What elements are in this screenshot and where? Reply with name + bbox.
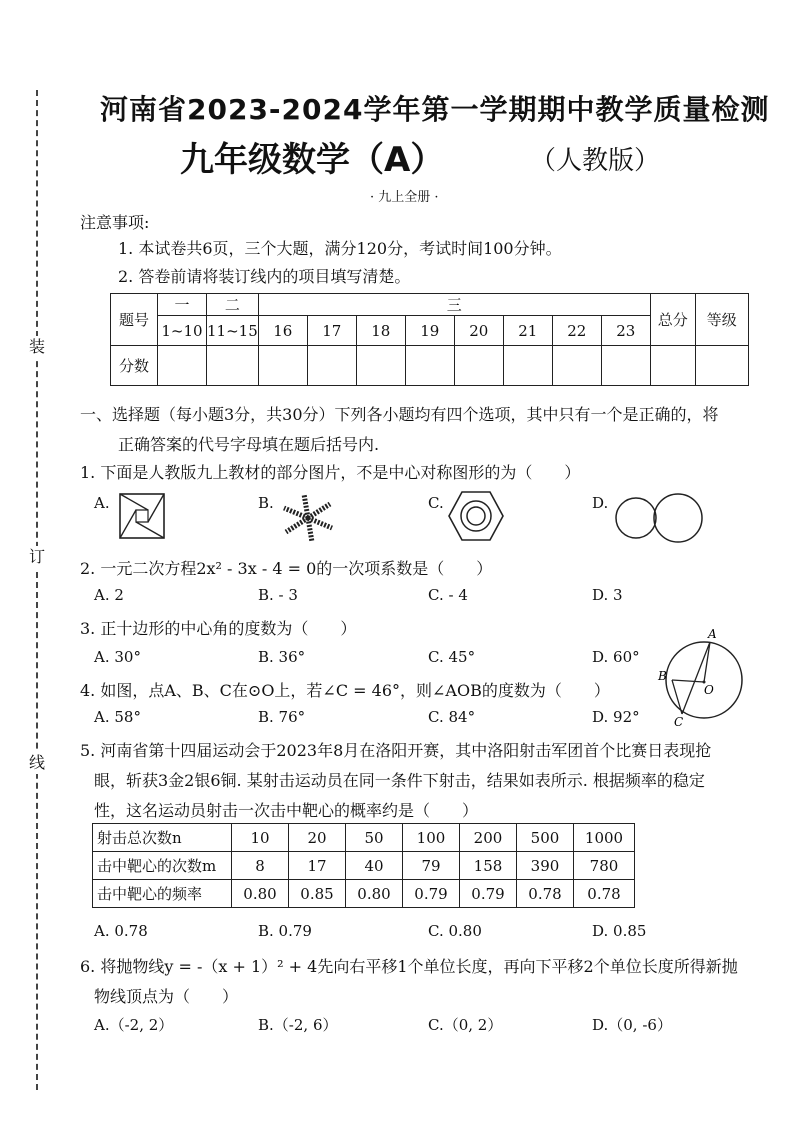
q4-option-a: A. 58° xyxy=(94,708,141,726)
score-row-label-2: 分数 xyxy=(111,346,158,386)
m-cell: 17 xyxy=(289,852,346,880)
freq-cell: 0.78 xyxy=(517,880,574,908)
score-cell[interactable] xyxy=(695,346,748,386)
q5-option-b: B. 0.79 xyxy=(258,922,312,940)
freq-cell: 0.79 xyxy=(460,880,517,908)
exam-title: 河南省2023-2024学年第一学期期中教学质量检测 xyxy=(100,93,770,126)
n-cell: 200 xyxy=(460,824,517,852)
question-22: 22 xyxy=(552,316,601,346)
q5-option-a: A. 0.78 xyxy=(94,922,148,940)
n-cell: 1000 xyxy=(574,824,635,852)
q6-option-d: D.（0, -6） xyxy=(592,1016,672,1034)
q5-line-1: 5. 河南省第十四届运动会于2023年8月在洛阳开赛，其中洛阳射击军团首个比赛日表现抢 xyxy=(80,741,712,760)
note-item-2: 2. 答卷前请将装订线内的项目填写清楚。 xyxy=(118,267,411,286)
score-cell[interactable] xyxy=(650,346,695,386)
q2-option-c: C. - 4 xyxy=(428,586,468,604)
section-1-intro: 一、选择题（每小题3分，共30分）下列各小题均有四个选项，其中只有一个是正确的，将 xyxy=(80,405,719,424)
freq-cell: 0.78 xyxy=(574,880,635,908)
row-label-freq: 击中靶心的频率 xyxy=(93,880,232,908)
score-cell[interactable] xyxy=(356,346,405,386)
q4-label-o: O xyxy=(704,683,714,697)
q1-label-c: C. xyxy=(428,494,444,512)
q5-frequency-table xyxy=(92,823,635,908)
notes-heading: 注意事项: xyxy=(80,213,150,232)
total-header: 总分 xyxy=(650,294,695,346)
q4-stem: 4. 如图，点A、B、C在⊙O上，若∠C = 46°，则∠AOB的度数为（ ） xyxy=(80,681,610,700)
q5-option-c: C. 0.80 xyxy=(428,922,482,940)
m-cell: 8 xyxy=(232,852,289,880)
m-cell: 158 xyxy=(460,852,517,880)
q1-stem: 1. 下面是人教版九上教材的部分图片，不是中心对称图形的为（ ） xyxy=(80,463,581,482)
question-19: 19 xyxy=(405,316,454,346)
range-2: 11~15 xyxy=(207,316,259,346)
freq-cell: 0.79 xyxy=(403,880,460,908)
question-16: 16 xyxy=(258,316,307,346)
q5-option-d: D. 0.85 xyxy=(592,922,647,940)
m-cell: 40 xyxy=(346,852,403,880)
q2-option-b: B. - 3 xyxy=(258,586,298,604)
q1-figure-c xyxy=(448,490,504,542)
q4-label-a: A xyxy=(708,628,717,641)
question-23: 23 xyxy=(601,316,650,346)
n-cell: 10 xyxy=(232,824,289,852)
question-20: 20 xyxy=(454,316,503,346)
n-cell: 100 xyxy=(403,824,460,852)
m-cell: 390 xyxy=(517,852,574,880)
binding-char-zhuang: 装 xyxy=(26,336,48,358)
range-1: 1~10 xyxy=(158,316,207,346)
q6-line-2: 物线顶点为（ ） xyxy=(94,987,239,1006)
question-21: 21 xyxy=(503,316,552,346)
freq-cell: 0.80 xyxy=(346,880,403,908)
q2-stem: 2. 一元二次方程2x² - 3x - 4 = 0的一次项系数是（ ） xyxy=(80,559,493,578)
freq-cell: 0.80 xyxy=(232,880,289,908)
question-17: 17 xyxy=(307,316,356,346)
edition-label: （人教版） xyxy=(530,146,661,176)
q6-option-a: A.（-2, 2） xyxy=(94,1016,174,1034)
q3-option-d: D. 60° xyxy=(592,648,640,666)
section-1-intro-cont: 正确答案的代号字母填在题后括号内. xyxy=(118,435,380,454)
q2-option-a: A. 2 xyxy=(94,586,124,604)
n-cell: 500 xyxy=(517,824,574,852)
score-cell[interactable] xyxy=(552,346,601,386)
q3-option-a: A. 30° xyxy=(94,648,141,666)
subject-title: 九年级数学（A） xyxy=(180,140,445,180)
q1-label-a: A. xyxy=(94,494,110,512)
question-18: 18 xyxy=(356,316,405,346)
q2-option-d: D. 3 xyxy=(592,586,623,604)
score-cell[interactable] xyxy=(158,346,207,386)
score-cell[interactable] xyxy=(454,346,503,386)
n-cell: 50 xyxy=(346,824,403,852)
q1-label-b: B. xyxy=(258,494,274,512)
row-label-n: 射击总次数n xyxy=(93,824,232,852)
q6-line-1: 6. 将抛物线y = -（x + 1）² + 4先向右平移1个单位长度，再向下平移2个单位长度所得新抛 xyxy=(80,957,738,976)
score-cell[interactable] xyxy=(207,346,259,386)
q4-label-b: B xyxy=(658,669,667,683)
q1-figure-d xyxy=(612,492,708,544)
group-label-2: 二 xyxy=(207,294,259,316)
q1-figure-a xyxy=(118,492,166,540)
group-label-1: 一 xyxy=(158,294,207,316)
q4-option-c: C. 84° xyxy=(428,708,476,726)
scope-label: · 九上全册 · xyxy=(370,190,439,205)
grade-header: 等级 xyxy=(695,294,748,346)
freq-cell: 0.85 xyxy=(289,880,346,908)
score-cell[interactable] xyxy=(405,346,454,386)
q1-label-d: D. xyxy=(592,494,609,512)
binding-char-xian: 线 xyxy=(26,752,48,774)
score-cell[interactable] xyxy=(307,346,356,386)
note-item-1: 1. 本试卷共6页，三个大题，满分120分，考试时间100分钟。 xyxy=(118,239,562,258)
m-cell: 79 xyxy=(403,852,460,880)
binding-line xyxy=(36,90,38,1090)
q3-stem: 3. 正十边形的中心角的度数为（ ） xyxy=(80,619,357,638)
q4-option-d: D. 92° xyxy=(592,708,640,726)
q6-option-b: B.（-2, 6） xyxy=(258,1016,338,1034)
group-label-3: 三 xyxy=(258,294,650,316)
row-label-m: 击中靶心的次数m xyxy=(93,852,232,880)
score-table xyxy=(110,293,749,386)
score-row-label: 题号 xyxy=(111,294,158,346)
m-cell: 780 xyxy=(574,852,635,880)
score-cell[interactable] xyxy=(503,346,552,386)
q3-option-c: C. 45° xyxy=(428,648,476,666)
q3-option-b: B. 36° xyxy=(258,648,306,666)
q6-option-c: C.（0, 2） xyxy=(428,1016,503,1034)
binding-char-ding: 订 xyxy=(26,546,48,568)
q5-line-3: 性，这名运动员射击一次击中靶心的概率约是（ ） xyxy=(94,801,479,820)
q4-label-c: C xyxy=(674,715,684,728)
n-cell: 20 xyxy=(289,824,346,852)
q4-circle-figure xyxy=(654,628,750,728)
q1-figure-b xyxy=(280,490,336,546)
q4-option-b: B. 76° xyxy=(258,708,306,726)
q5-line-2: 眼，斩获3金2银6铜. 某射击运动员在同一条件下射击，结果如表所示. 根据频率的稳定 xyxy=(94,771,705,790)
score-cell[interactable] xyxy=(258,346,307,386)
score-cell[interactable] xyxy=(601,346,650,386)
